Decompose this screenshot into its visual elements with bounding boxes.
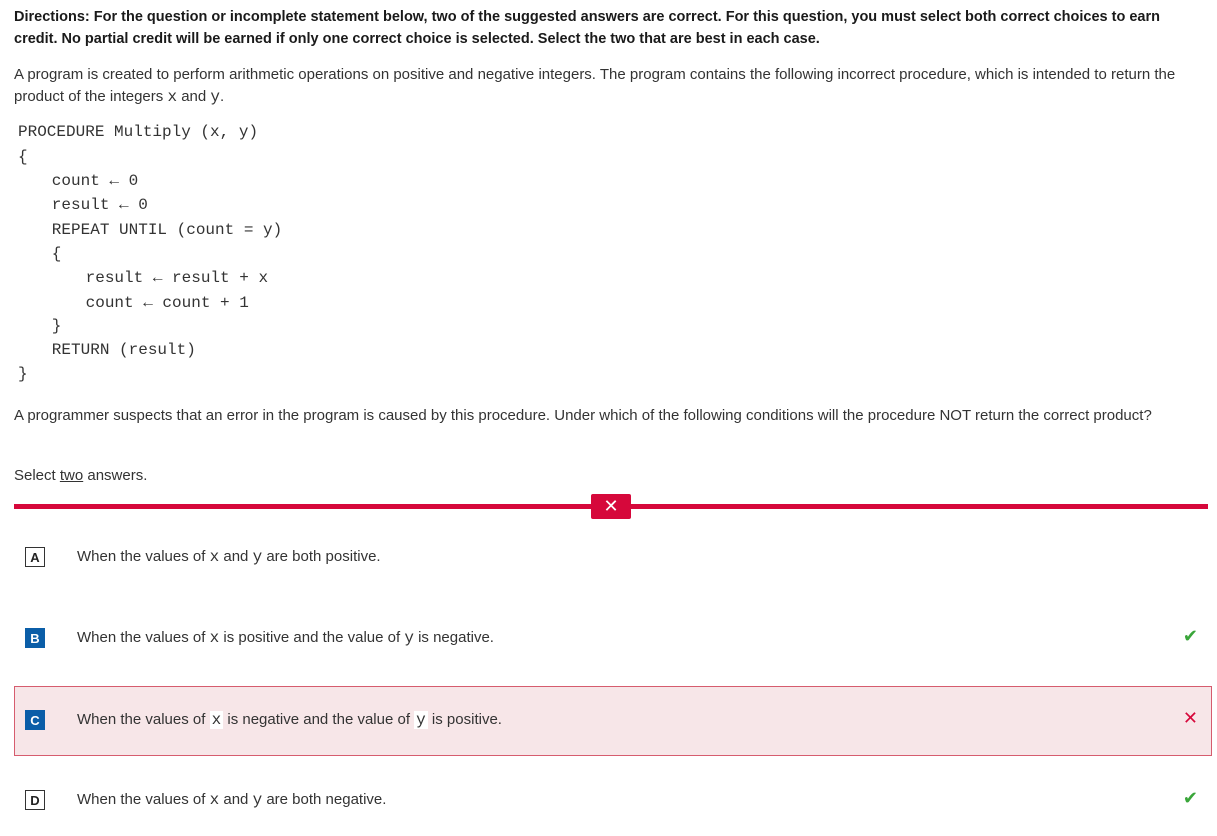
choice-letter-d[interactable]: D [25, 790, 45, 810]
choice-var-x: x [209, 548, 220, 566]
choice-var-y: y [252, 548, 263, 566]
answer-choice-b[interactable] [14, 604, 1212, 674]
choice-var-x: x [209, 791, 220, 809]
code-line: { [18, 148, 28, 166]
question-prompt [14, 64, 1194, 108]
code-line: result ← result + x [28, 269, 269, 287]
code-line: REPEAT UNTIL (count = y) [23, 221, 283, 239]
choice-text-a [77, 546, 381, 568]
correct-check-icon: ✔ [1182, 788, 1198, 808]
choice-text-part: When the values of [77, 629, 210, 646]
choice-var-y: y [404, 629, 414, 647]
code-line: count ← 0 [23, 172, 139, 190]
choice-letter-a[interactable]: A [25, 547, 45, 567]
select-note-count: two [59, 467, 84, 484]
choice-var-y: y [416, 711, 426, 729]
code-line: PROCEDURE Multiply (x, y) [18, 123, 259, 141]
code-line: { [23, 245, 62, 263]
prompt-text-before: A program is created to perform arithmetic operations on positive and negative integers. The program contains the following incorrect procedure, which is intended to return the product of the integers [14, 66, 1176, 105]
choice-text-b [77, 627, 494, 649]
choice-text-c [77, 709, 502, 731]
prompt-text-mid: and [177, 88, 211, 105]
choice-letter-c[interactable]: C [25, 710, 45, 730]
code-block [18, 123, 283, 383]
code-line: } [18, 365, 28, 383]
correct-check-icon: ✔ [1182, 626, 1198, 646]
code-line: count ← count + 1 [28, 294, 249, 312]
answer-choice-a[interactable] [14, 523, 1212, 593]
directions-text: Directions: For the question or incomplete statement below, two of the suggested answers are correct. For this question, you must select both correct choices to earn credit. No partial credit will be earned if only one correct choice is selected. Select the two that are best in each case. [14, 9, 1160, 47]
choice-text-part: is negative. [413, 629, 494, 646]
choice-letter-b[interactable]: B [25, 628, 45, 648]
answer-choice-c[interactable] [14, 686, 1212, 756]
choice-text-part: is positive. [427, 711, 502, 728]
choice-text-part: When the values of [77, 548, 210, 565]
select-instruction [14, 465, 147, 487]
prompt-text-after: . [220, 88, 225, 105]
choice-var-y: y [252, 791, 263, 809]
select-note-before: Select [14, 467, 60, 484]
choice-text-part: are both positive. [262, 548, 381, 565]
choice-text-part: is negative and the value of [223, 711, 415, 728]
choice-text-part: are both negative. [262, 791, 387, 808]
choice-text-part: is positive and the value of [219, 629, 405, 646]
choice-text-d [77, 789, 386, 811]
question-text: A programmer suspects that an error in the program is caused by this procedure. Under which of the following conditions will the procedure NOT return the correct product? [14, 407, 1152, 424]
choice-var-x: x [211, 711, 222, 729]
choice-text-part: and [219, 791, 253, 808]
choice-var-x: x [209, 629, 220, 647]
incorrect-result-icon: ✕ [591, 494, 631, 519]
choice-text-part: When the values of [77, 791, 210, 808]
code-line: RETURN (result) [23, 341, 196, 359]
prompt-var-y: y [210, 88, 221, 106]
choice-text-part: and [219, 548, 253, 565]
code-line: } [23, 317, 62, 335]
choice-text-part: When the values of [77, 711, 210, 728]
prompt-var-x: x [167, 88, 178, 106]
code-line: result ← 0 [23, 196, 148, 214]
answer-choice-d[interactable] [14, 766, 1212, 836]
incorrect-cross-icon: ✕ [1182, 708, 1198, 728]
select-note-after: answers. [83, 467, 148, 484]
